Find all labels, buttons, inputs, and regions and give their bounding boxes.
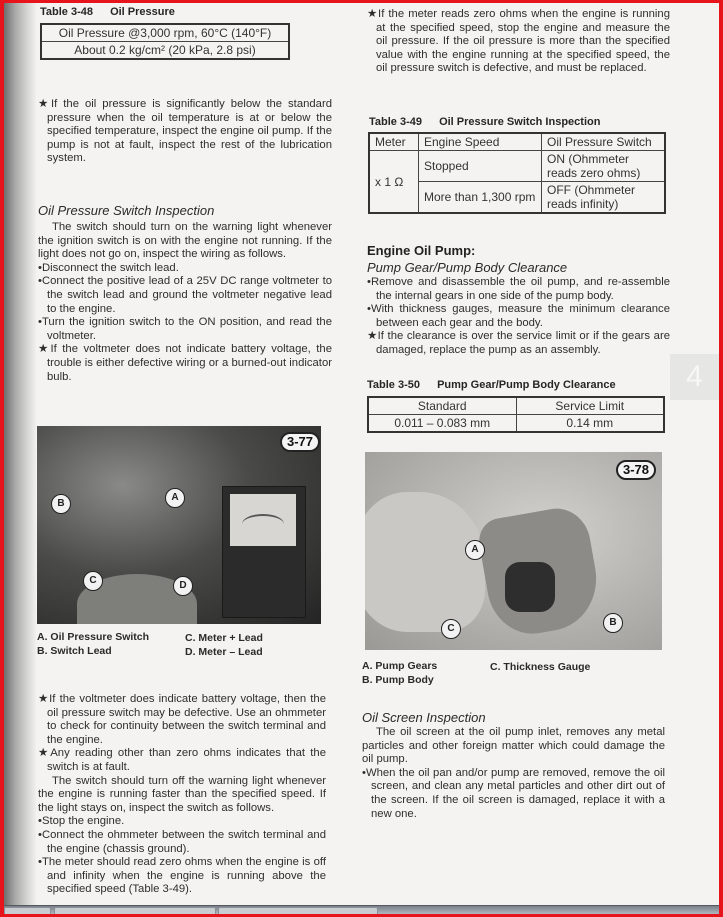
service-limit-value: 0.14 mm (516, 415, 664, 433)
caption-c: C. Thickness Gauge (490, 661, 591, 673)
caption-c: C. Meter + Lead (185, 632, 263, 644)
hand-shape (365, 492, 485, 632)
switch-inspection-heading: Oil Pressure Switch Inspection (38, 203, 215, 218)
switch-state-cell: OFF (Ohmmeter reads infinity) (542, 182, 666, 214)
callout-a: A (465, 540, 485, 560)
table-cell: Oil Pressure @3,000 rpm, 60°C (140°F) (41, 24, 289, 42)
page-binding-gutter (4, 0, 36, 917)
switch-inspection-body (38, 221, 332, 384)
figure-number-badge: 3-77 (280, 432, 320, 452)
table-caption: Pump Gear/Pump Body Clearance (437, 379, 616, 391)
caption-d: D. Meter – Lead (185, 646, 263, 658)
pump-gears-shape (505, 562, 555, 612)
taskbar-tab[interactable] (54, 907, 216, 916)
step-item: •The meter should read zero ohms when the engine is off and infinity when the engine is running above the specified speed (Table 3-49). (38, 856, 326, 896)
engine-speed-cell: Stopped (419, 151, 542, 182)
table-3-50 (367, 396, 665, 433)
note-text: ★If the oil pressure is significantly below the standard pressure when the oil temperature is at or below the specified temperature, inspect the engine oil pump. If the pump is not at fault, inspect the rest of the lubrication system. (38, 98, 332, 165)
figure-number-badge: 3-78 (616, 460, 656, 480)
caption-a: A. Oil Pressure Switch (37, 631, 150, 643)
table-3-49 (368, 132, 666, 214)
column-header: Service Limit (516, 397, 664, 415)
oil-screen-heading: Oil Screen Inspection (362, 710, 486, 725)
step-item: •Turn the ignition switch to the ON position, and read the voltmeter. (38, 316, 332, 342)
callout-a: A (165, 488, 185, 508)
oil-pump-heading: Engine Oil Pump: (367, 243, 476, 258)
table-cell: About 0.2 kg/cm² (20 kPa, 2.8 psi) (41, 42, 289, 60)
running-intro: The switch should turn off the warning light whenever the engine is running faster than the specified speed. If the light stays on, inspect the switch as follows. (38, 774, 326, 814)
column-header: Standard (368, 397, 516, 415)
callout-d: D (173, 576, 193, 596)
taskbar-tab[interactable] (218, 907, 378, 916)
callout-b: B (51, 494, 71, 514)
column-header: Oil Pressure Switch (542, 133, 666, 151)
step-item: ★If the clearance is over the service limit or if the gears are damaged, replace the pump as an assembly. (367, 330, 670, 356)
step-item: •Remove and disassemble the oil pump, and re-assemble the internal gears in one side of the pump body. (367, 276, 670, 302)
callout-c: C (83, 571, 103, 591)
column-header: Engine Speed (419, 133, 542, 151)
table-number: Table 3-48 (40, 6, 93, 18)
table-number: Table 3-49 (369, 116, 422, 128)
chapter-tab: 4 (670, 354, 719, 400)
switch-test-continued (38, 693, 326, 897)
figure-3-77-photo (37, 426, 321, 624)
oil-screen-body (362, 726, 665, 821)
step-item: •With thickness gauges, measure the minimum clearance between each gear and the body. (367, 303, 670, 329)
callout-b: B (603, 613, 623, 633)
caption-b: B. Pump Body (362, 674, 434, 686)
meter-scale (242, 514, 284, 534)
note-item: ★Any reading other than zero ohms indicates that the switch is at fault. (38, 747, 326, 773)
table-3-49-title (369, 116, 600, 128)
table-number: Table 3-50 (367, 379, 420, 391)
column-header: Meter (369, 133, 419, 151)
low-pressure-note (38, 98, 332, 166)
viewer-bottom-bar (4, 905, 719, 915)
taskbar-tab[interactable] (4, 907, 51, 916)
step-item: •When the oil pan and/or pump are removed, remove the oil screen, and clean any metal particles and other dirt out of the screen. If the oil screen is damaged, replace it with a new one. (362, 766, 665, 820)
callout-c: C (441, 619, 461, 639)
figure-3-78-caption-left (362, 659, 482, 687)
figure-3-77-caption-right (185, 631, 325, 659)
oil-pump-steps (367, 276, 670, 358)
step-item: ★If the voltmeter does not indicate battery voltage, the trouble is either defective wiring or a burned-out indicator bulb. (38, 343, 332, 383)
caption-a: A. Pump Gears (362, 660, 438, 672)
table-3-48 (40, 23, 290, 60)
table-3-50-title (367, 379, 616, 391)
figure-3-78-photo (365, 452, 662, 650)
step-item: •Disconnect the switch lead. (38, 261, 179, 274)
oil-pump-subheading: Pump Gear/Pump Body Clearance (367, 260, 568, 275)
intro-paragraph: The oil screen at the oil pump inlet, removes any metal particles and other foreign matter which could damage the oil pump. (362, 726, 665, 766)
standard-value: 0.011 – 0.083 mm (368, 415, 516, 433)
table-caption: Oil Pressure Switch Inspection (439, 116, 601, 128)
table-3-48-title (40, 6, 175, 18)
step-item: •Connect the positive lead of a 25V DC range voltmeter to the switch lead and ground the voltmeter negative lead to the engine. (38, 275, 332, 315)
figure-3-77-caption-left (37, 630, 177, 658)
caption-b: B. Switch Lead (37, 645, 112, 657)
step-item: •Connect the ohmmeter between the switch terminal and the engine (chassis ground). (38, 828, 326, 855)
zero-ohms-note (367, 8, 670, 76)
table-caption: Oil Pressure (110, 6, 175, 18)
figure-3-78-caption-right (490, 660, 640, 674)
intro-paragraph: The switch should turn on the warning light whenever the ignition switch is on with the engine not running. If the light does not go on, inspect the wiring as follows. (38, 221, 332, 261)
switch-state-cell: ON (Ohmmeter reads zero ohms) (542, 151, 666, 182)
step-item: •Stop the engine. (38, 815, 125, 828)
note-text: ★If the meter reads zero ohms when the engine is running at the specified speed, stop the engine and measure the oil pressure. If the oil pressure is more than the specified value with the engine running at the specified speed, the oil pressure switch is defective, and must be replaced. (367, 8, 670, 75)
meter-range-cell: x 1 Ω (369, 151, 419, 214)
engine-speed-cell: More than 1,300 rpm (419, 182, 542, 214)
note-item: ★If the voltmeter does indicate battery voltage, then the oil pressure switch may be defective. Use an ohmmeter to check for continuity between the switch terminal and the engine. (38, 693, 326, 746)
